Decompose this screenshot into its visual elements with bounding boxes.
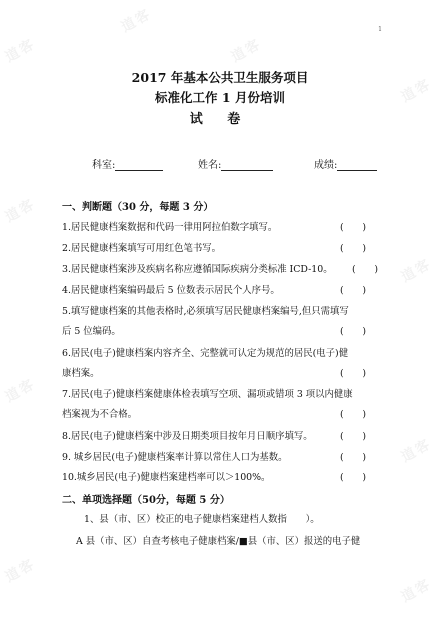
score-field — [314, 156, 377, 171]
answer-paren-6[interactable]: ( ) — [340, 368, 367, 379]
section-heading-true-false: 一、判断题（30 分，每题 3 分） — [62, 202, 214, 213]
question-4: 4.居民健康档案编码最后 5 位数表示居民个人序号。 — [62, 285, 280, 296]
watermark: 道客 — [118, 5, 155, 36]
choice-question-1: 1、县（市、区）校正的电子健康档案建档人数指 ）。 — [84, 514, 320, 525]
question-10: 10.城乡居民(电子)健康档案建档率可以＞100%。 — [62, 472, 271, 483]
watermark: 道客 — [2, 35, 39, 66]
section-heading-single-choice: 二、单项选择题（50分，每题 5 分） — [62, 495, 230, 506]
question-6-line-1: 6.居民(电子)健康档案内容齐全、完整就可认定为规范的居民(电子)健 — [62, 348, 349, 359]
answer-paren-9[interactable]: ( ) — [340, 452, 367, 463]
watermark: 道客 — [228, 35, 265, 66]
watermark: 道客 — [2, 555, 39, 586]
watermark: 道客 — [2, 375, 39, 406]
answer-paren-1[interactable]: ( ) — [340, 222, 367, 233]
question-2: 2.居民健康档案填写可用红色笔书写。 — [62, 243, 221, 254]
dept-blank[interactable] — [115, 158, 163, 171]
question-6-line-2: 康档案。 — [62, 368, 100, 379]
question-1: 1.居民健康档案数据和代码一律用阿拉伯数字填写。 — [62, 222, 278, 233]
score-blank[interactable] — [337, 158, 377, 171]
dept-field — [92, 156, 163, 171]
watermark: 道客 — [398, 75, 435, 106]
answer-paren-4[interactable]: ( ) — [340, 285, 367, 296]
answer-paren-8[interactable]: ( ) — [340, 431, 367, 442]
name-label: 姓名: — [198, 160, 222, 171]
dept-label: 科室: — [92, 160, 116, 171]
name-field — [198, 156, 273, 171]
title-line-1: 2017 年基本公共卫生服务项目 — [131, 70, 309, 85]
watermark: 道客 — [398, 255, 435, 286]
watermark: 道客 — [2, 195, 39, 226]
question-8: 8.居民(电子)健康档案中涉及日期类项目按年月日顺序填写。 — [62, 431, 313, 442]
question-7-line-1: 7.居民(电子)健康档案健康体检表填写空项、漏项或错项 3 项以内健康 — [62, 389, 353, 400]
question-9: 9. 城乡居民(电子)健康档案率计算以常住人口为基数。 — [62, 452, 288, 463]
question-3: 3.居民健康档案涉及疾病名称应遵循国际疾病分类标准 ICD-10。 — [62, 264, 333, 275]
question-5-line-1: 5.填写健康档案的其他表格时,必须填写居民健康档案编号,但只需填写 — [62, 306, 349, 317]
answer-paren-7[interactable]: ( ) — [340, 409, 367, 420]
page-marker: 1 — [378, 26, 382, 33]
question-5-line-2: 后 5 位编码。 — [62, 326, 121, 337]
watermark: 道客 — [398, 435, 435, 466]
title-line-2: 标准化工作 1 月份培训 — [155, 90, 285, 105]
score-label: 成绩: — [314, 160, 338, 171]
answer-paren-10[interactable]: ( ) — [340, 472, 367, 483]
answer-paren-5[interactable]: ( ) — [340, 326, 367, 337]
answer-paren-3[interactable]: ( ) — [352, 264, 379, 275]
name-blank[interactable] — [221, 158, 273, 171]
answer-paren-2[interactable]: ( ) — [340, 243, 367, 254]
choice-question-1-option-a: A 县（市、区）自查考核电子健康档案/■县（市、区）报送的电子健 — [76, 536, 361, 547]
question-7-line-2: 档案视为不合格。 — [62, 409, 138, 420]
watermark: 道客 — [398, 575, 435, 606]
exam-title: 试 卷 — [189, 112, 251, 127]
